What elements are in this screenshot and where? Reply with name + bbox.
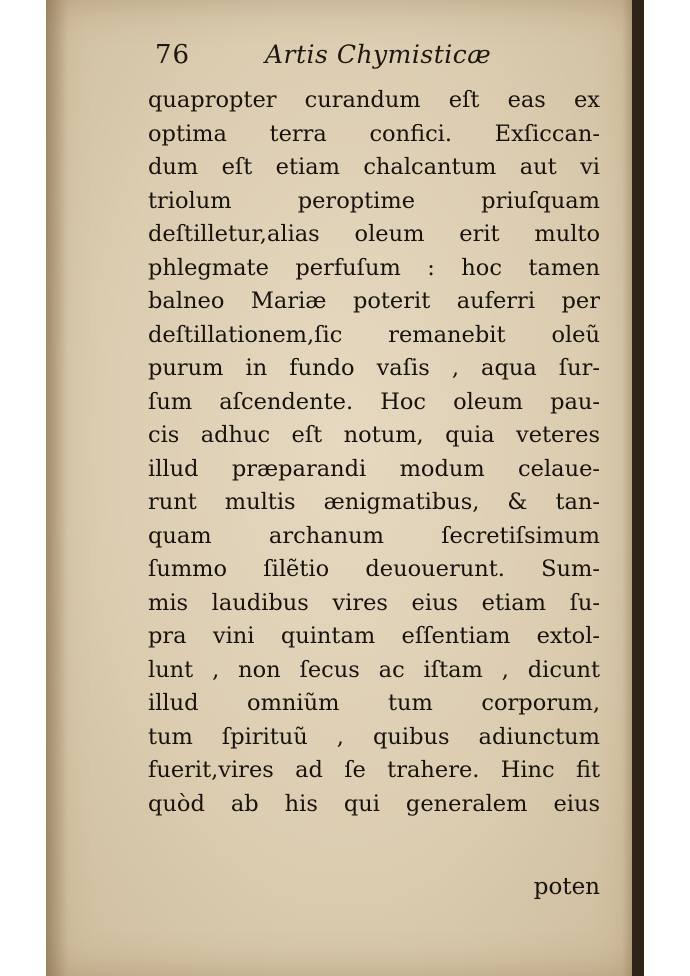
- text-line: ſummo ſilẽtio deuouerunt. Sum-: [148, 556, 600, 582]
- text-line: dum eſt etiam chalcantum aut vi: [148, 154, 600, 180]
- text-line: quòd ab his qui generalem eius: [148, 790, 600, 817]
- text-line: deſtilletur,alias oleum erit multo: [148, 221, 600, 247]
- text-line: illud præparandi modum celaue-: [148, 455, 600, 482]
- text-line: lunt , non ſecus ac iſtam , dicunt: [148, 656, 600, 683]
- text-line: purum in fundo vaſis , aqua ſur-: [148, 355, 600, 381]
- text-line: cis adhuc eſt notum, quia veteres: [148, 422, 600, 448]
- text-line: quam archanum ſecretiſsimum: [148, 522, 600, 549]
- spine-shadow: [46, 0, 68, 976]
- text-line: triolum peroptime priuſquam: [148, 187, 600, 214]
- text-line: tum ſpirituũ , quibus adiunctum: [148, 723, 600, 750]
- text-line: optima terra confici. Exſiccan-: [148, 120, 600, 147]
- catchword: poten: [533, 874, 600, 900]
- text-line: runt multis ænigmatibus, & tan-: [148, 489, 600, 515]
- text-line: balneo Mariæ poterit auferri per: [148, 288, 600, 314]
- text-line: mis laudibus vires eius etiam ſu-: [148, 589, 600, 616]
- page-edge: [632, 0, 644, 976]
- text-line: phlegmate perfuſum : hoc tamen: [148, 254, 600, 281]
- text-line: quapropter curandum eſt eas ex: [148, 87, 600, 113]
- text-line: pra vini quintam eſſentiam extol-: [148, 623, 600, 649]
- running-head: [155, 40, 605, 80]
- text-line: ſum aſcendente. Hoc oleum pau-: [148, 388, 600, 415]
- text-line: fuerit,vires ad ſe trahere. Hinc fit: [148, 757, 600, 783]
- text-line: deſtillationem,ſic remanebit oleũ: [148, 321, 600, 348]
- page-number: 76: [155, 40, 191, 70]
- text-line: illud omniũm tum corporum,: [148, 690, 600, 716]
- text-block: [148, 84, 600, 821]
- running-title: Artis Chymisticæ: [265, 40, 492, 69]
